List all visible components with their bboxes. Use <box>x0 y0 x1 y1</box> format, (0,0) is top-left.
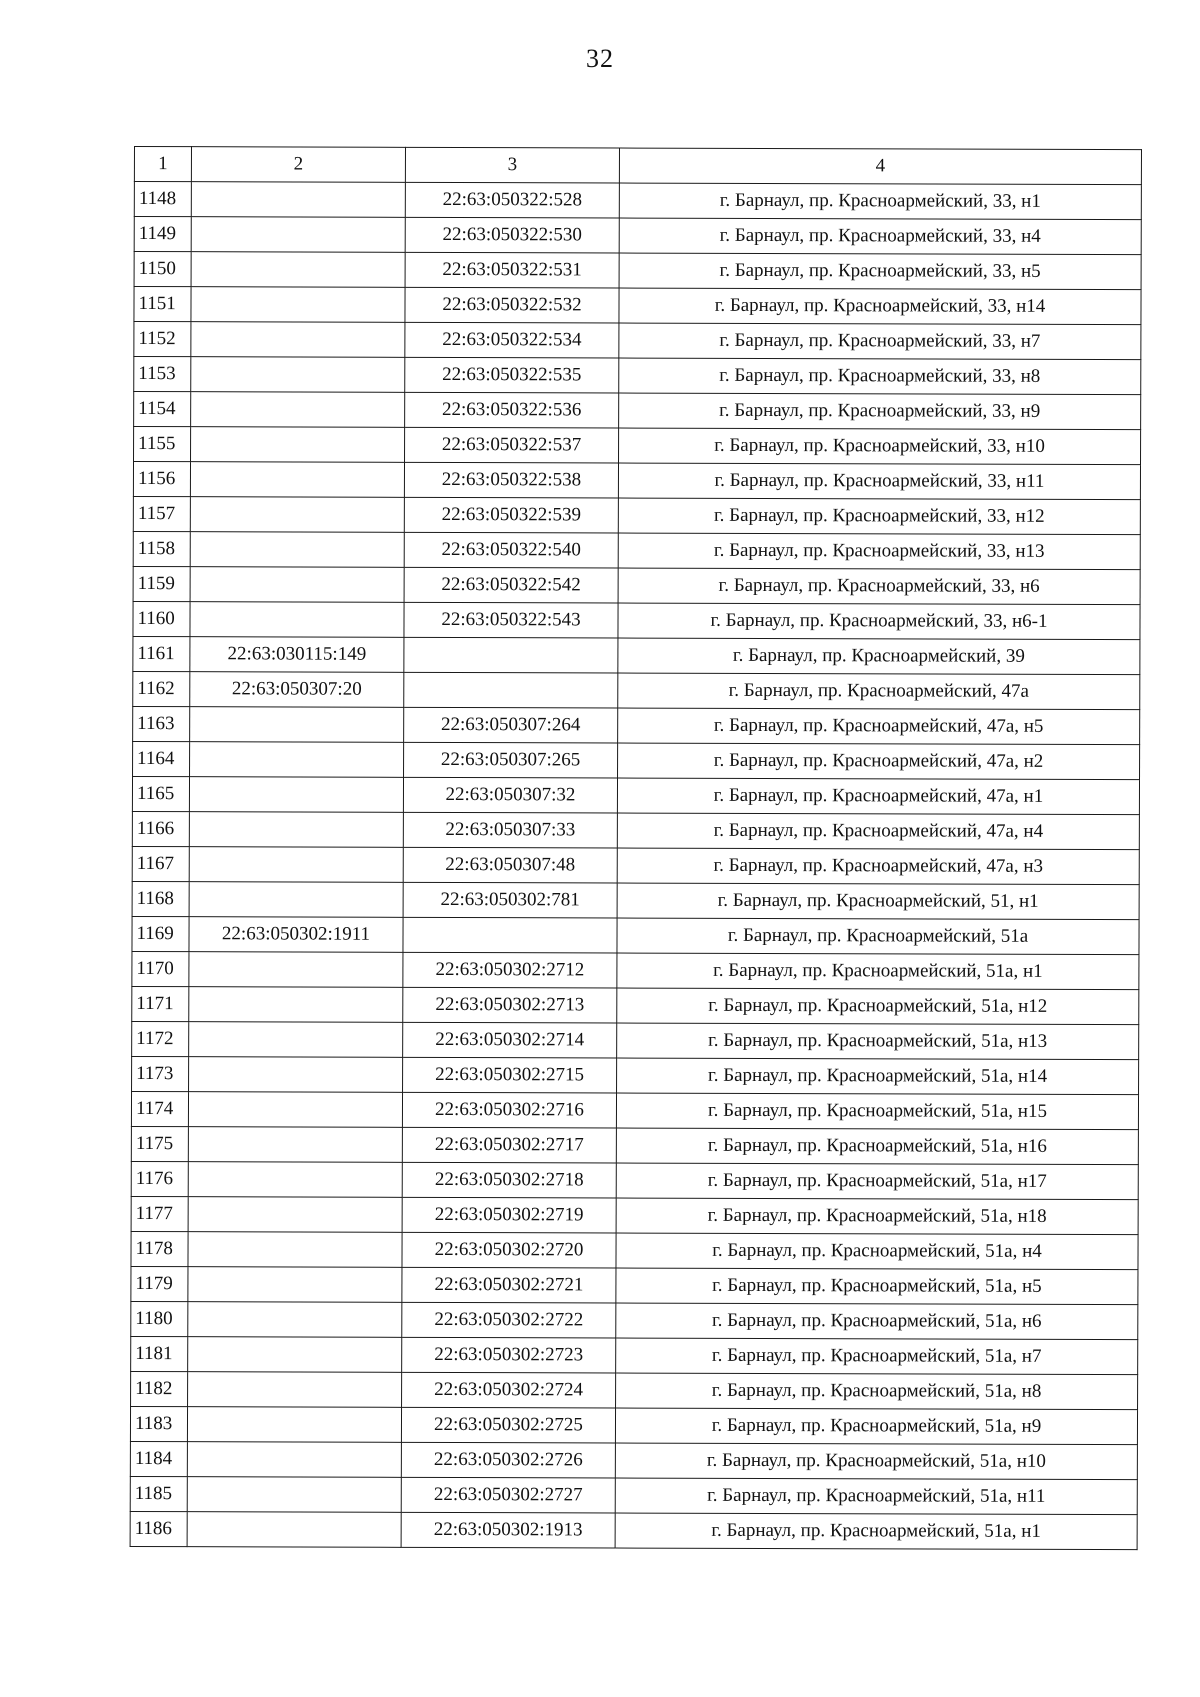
object-cadastral-number-cell: 22:63:050302:2717 <box>402 1127 616 1163</box>
row-number-cell: 1180 <box>131 1301 188 1336</box>
object-cadastral-number-cell <box>403 917 617 953</box>
row-number-cell: 1167 <box>132 846 189 881</box>
row-number-cell: 1186 <box>130 1511 187 1546</box>
object-cadastral-number-cell: 22:63:050302:2719 <box>402 1197 616 1233</box>
address-cell: г. Барнаул, пр. Красноармейский, 51, н1 <box>617 883 1139 920</box>
address-cell: г. Барнаул, пр. Красноармейский, 51а, н6 <box>616 1303 1138 1340</box>
row-number-cell: 1181 <box>131 1336 188 1371</box>
parcel-cadastral-number-cell <box>188 1337 402 1373</box>
table-row <box>131 1301 1138 1339</box>
table-row <box>132 1021 1139 1059</box>
object-cadastral-number-cell: 22:63:050302:781 <box>403 882 617 918</box>
parcel-cadastral-number-cell <box>190 742 404 778</box>
row-number-cell: 1178 <box>131 1231 188 1266</box>
parcel-cadastral-number-cell <box>189 847 403 883</box>
table-row <box>134 182 1141 220</box>
row-number-cell: 1164 <box>133 741 190 776</box>
parcel-cadastral-number-cell <box>191 252 405 288</box>
address-cell: г. Барнаул, пр. Красноармейский, 33, н4 <box>619 218 1141 255</box>
row-number-cell: 1184 <box>130 1441 187 1476</box>
object-cadastral-number-cell <box>404 637 618 673</box>
parcel-cadastral-number-cell <box>187 1477 401 1513</box>
parcel-cadastral-number-cell <box>189 777 403 813</box>
registry-table <box>130 146 1142 1550</box>
column-header-4: 4 <box>619 148 1141 185</box>
table-row <box>132 986 1139 1024</box>
object-cadastral-number-cell: 22:63:050322:532 <box>405 287 619 323</box>
object-cadastral-number-cell: 22:63:050302:2718 <box>402 1162 616 1198</box>
address-cell: г. Барнаул, пр. Красноармейский, 33, н6-1 <box>618 603 1140 640</box>
parcel-cadastral-number-cell <box>190 602 404 638</box>
parcel-cadastral-number-cell <box>188 1197 402 1233</box>
parcel-cadastral-number-cell <box>189 952 403 988</box>
address-cell: г. Барнаул, пр. Красноармейский, 33, н6 <box>618 568 1140 605</box>
row-number-cell: 1171 <box>132 986 189 1021</box>
parcel-cadastral-number-cell <box>188 1372 402 1408</box>
address-cell: г. Барнаул, пр. Красноармейский, 47а, н3 <box>617 848 1139 885</box>
row-number-cell: 1174 <box>131 1091 188 1126</box>
parcel-cadastral-number-cell <box>191 217 405 253</box>
row-number-cell: 1183 <box>130 1406 187 1441</box>
row-number-cell: 1149 <box>134 217 191 252</box>
parcel-cadastral-number-cell <box>190 567 404 603</box>
table-row <box>131 1196 1138 1234</box>
table-row <box>133 531 1140 569</box>
table-row <box>132 1056 1139 1094</box>
object-cadastral-number-cell: 22:63:050322:539 <box>404 497 618 533</box>
object-cadastral-number-cell: 22:63:050302:2724 <box>402 1372 616 1408</box>
address-cell: г. Барнаул, пр. Красноармейский, 33, н1 <box>619 183 1141 220</box>
row-number-cell: 1158 <box>133 531 190 566</box>
address-cell: г. Барнаул, пр. Красноармейский, 33, н9 <box>619 393 1141 430</box>
object-cadastral-number-cell: 22:63:050302:2721 <box>402 1267 616 1303</box>
address-cell: г. Барнаул, пр. Красноармейский, 51а, н14 <box>617 1058 1139 1095</box>
parcel-cadastral-number-cell <box>188 1162 402 1198</box>
address-cell: г. Барнаул, пр. Красноармейский, 47а, н5 <box>618 708 1140 745</box>
address-cell: г. Барнаул, пр. Красноармейский, 51а, н8 <box>616 1373 1138 1410</box>
table-row <box>130 1406 1137 1444</box>
address-cell: г. Барнаул, пр. Красноармейский, 47а, н1 <box>617 778 1139 815</box>
address-cell: г. Барнаул, пр. Красноармейский, 47а, н4 <box>617 813 1139 850</box>
address-cell: г. Барнаул, пр. Красноармейский, 51а, н1 <box>615 1513 1137 1550</box>
address-cell: г. Барнаул, пр. Красноармейский, 51а, н15 <box>616 1093 1138 1130</box>
address-cell: г. Барнаул, пр. Красноармейский, 33, н8 <box>619 358 1141 395</box>
address-cell: г. Барнаул, пр. Красноармейский, 33, н5 <box>619 253 1141 290</box>
object-cadastral-number-cell: 22:63:050322:534 <box>405 322 619 358</box>
parcel-cadastral-number-cell <box>191 182 405 218</box>
object-cadastral-number-cell: 22:63:050322:535 <box>405 357 619 393</box>
parcel-cadastral-number-cell: 22:63:050302:1911 <box>189 917 403 953</box>
object-cadastral-number-cell: 22:63:050302:2727 <box>401 1477 615 1513</box>
address-cell: г. Барнаул, пр. Красноармейский, 33, н12 <box>618 498 1140 535</box>
object-cadastral-number-cell: 22:63:050302:2723 <box>402 1337 616 1373</box>
table-row <box>130 1511 1137 1549</box>
object-cadastral-number-cell: 22:63:050322:531 <box>405 252 619 288</box>
object-cadastral-number-cell: 22:63:050302:2715 <box>403 1057 617 1093</box>
table-row <box>131 1161 1138 1199</box>
object-cadastral-number-cell: 22:63:050322:528 <box>405 182 619 218</box>
column-header-3: 3 <box>405 147 619 183</box>
address-cell: г. Барнаул, пр. Красноармейский, 51а, н17 <box>616 1163 1138 1200</box>
object-cadastral-number-cell: 22:63:050302:2712 <box>403 952 617 988</box>
parcel-cadastral-number-cell: 22:63:030115:149 <box>190 637 404 673</box>
row-number-cell: 1172 <box>132 1021 189 1056</box>
row-number-cell: 1157 <box>133 496 190 531</box>
row-number-cell: 1150 <box>134 252 191 287</box>
object-cadastral-number-cell: 22:63:050302:1913 <box>401 1512 615 1548</box>
parcel-cadastral-number-cell <box>189 987 403 1023</box>
parcel-cadastral-number-cell <box>189 882 403 918</box>
address-cell: г. Барнаул, пр. Красноармейский, 51а, н5 <box>616 1268 1138 1305</box>
object-cadastral-number-cell: 22:63:050322:538 <box>404 462 618 498</box>
address-cell: г. Барнаул, пр. Красноармейский, 33, н14 <box>619 288 1141 325</box>
table-row <box>134 427 1141 465</box>
table-row <box>131 1231 1138 1269</box>
row-number-cell: 1185 <box>130 1476 187 1511</box>
parcel-cadastral-number-cell <box>187 1512 401 1548</box>
address-cell: г. Барнаул, пр. Красноармейский, 51а, н7 <box>616 1338 1138 1375</box>
row-number-cell: 1152 <box>134 322 191 357</box>
address-cell: г. Барнаул, пр. Красноармейский, 51а, н9 <box>615 1408 1137 1445</box>
address-cell: г. Барнаул, пр. Красноармейский, 51а, н4 <box>616 1233 1138 1270</box>
parcel-cadastral-number-cell <box>188 1232 402 1268</box>
row-number-cell: 1156 <box>133 462 190 497</box>
row-number-cell: 1155 <box>134 427 191 462</box>
row-number-cell: 1161 <box>133 636 190 671</box>
parcel-cadastral-number-cell <box>191 287 405 323</box>
table-header-row <box>134 147 1141 185</box>
row-number-cell: 1165 <box>132 776 189 811</box>
row-number-cell: 1159 <box>133 566 190 601</box>
table-row <box>132 776 1139 814</box>
address-cell: г. Барнаул, пр. Красноармейский, 51а, н12 <box>617 988 1139 1025</box>
parcel-cadastral-number-cell <box>187 1442 401 1478</box>
table-row <box>132 951 1139 989</box>
object-cadastral-number-cell: 22:63:050302:2725 <box>401 1407 615 1443</box>
object-cadastral-number-cell: 22:63:050322:530 <box>405 217 619 253</box>
table-row <box>133 741 1140 779</box>
table-row <box>131 1126 1138 1164</box>
address-cell: г. Барнаул, пр. Красноармейский, 33, н10 <box>619 428 1141 465</box>
parcel-cadastral-number-cell <box>188 1302 402 1338</box>
row-number-cell: 1163 <box>133 706 190 741</box>
row-number-cell: 1148 <box>134 182 191 217</box>
row-number-cell: 1162 <box>133 671 190 706</box>
row-number-cell: 1177 <box>131 1196 188 1231</box>
parcel-cadastral-number-cell <box>191 427 405 463</box>
table-row <box>131 1336 1138 1374</box>
parcel-cadastral-number-cell <box>190 462 404 498</box>
table-row <box>132 916 1139 954</box>
parcel-cadastral-number-cell <box>191 357 405 393</box>
table-row <box>131 1091 1138 1129</box>
table-row <box>134 217 1141 255</box>
table-row <box>132 881 1139 919</box>
parcel-cadastral-number-cell: 22:63:050307:20 <box>190 672 404 708</box>
row-number-cell: 1168 <box>132 881 189 916</box>
address-cell: г. Барнаул, пр. Красноармейский, 51а, н11 <box>615 1478 1137 1515</box>
row-number-cell: 1151 <box>134 287 191 322</box>
address-cell: г. Барнаул, пр. Красноармейский, 47а, н2 <box>618 743 1140 780</box>
address-cell: г. Барнаул, пр. Красноармейский, 51а, н16 <box>616 1128 1138 1165</box>
table-row <box>132 846 1139 884</box>
parcel-cadastral-number-cell <box>191 392 405 428</box>
parcel-cadastral-number-cell <box>190 532 404 568</box>
table-row <box>133 566 1140 604</box>
row-number-cell: 1175 <box>131 1126 188 1161</box>
page-number: 32 <box>586 44 614 73</box>
object-cadastral-number-cell: 22:63:050302:2716 <box>402 1092 616 1128</box>
object-cadastral-number-cell: 22:63:050302:2720 <box>402 1232 616 1268</box>
row-number-cell: 1182 <box>131 1371 188 1406</box>
address-cell: г. Барнаул, пр. Красноармейский, 39 <box>618 638 1140 675</box>
parcel-cadastral-number-cell <box>190 497 404 533</box>
address-cell: г. Барнаул, пр. Красноармейский, 33, н7 <box>619 323 1141 360</box>
table-row <box>133 601 1140 639</box>
table-row <box>133 496 1140 534</box>
address-cell: г. Барнаул, пр. Красноармейский, 33, н13 <box>618 533 1140 570</box>
address-cell: г. Барнаул, пр. Красноармейский, 47а <box>618 673 1140 710</box>
row-number-cell: 1173 <box>132 1056 189 1091</box>
row-number-cell: 1170 <box>132 951 189 986</box>
parcel-cadastral-number-cell <box>190 707 404 743</box>
parcel-cadastral-number-cell <box>189 1057 403 1093</box>
table-row <box>134 287 1141 325</box>
table-row <box>134 357 1141 395</box>
row-number-cell: 1179 <box>131 1266 188 1301</box>
row-number-cell: 1166 <box>132 811 189 846</box>
object-cadastral-number-cell: 22:63:050307:33 <box>403 812 617 848</box>
object-cadastral-number-cell: 22:63:050302:2726 <box>401 1442 615 1478</box>
object-cadastral-number-cell: 22:63:050322:540 <box>404 532 618 568</box>
row-number-cell: 1169 <box>132 916 189 951</box>
table-row <box>133 462 1140 500</box>
object-cadastral-number-cell: 22:63:050302:2713 <box>403 987 617 1023</box>
object-cadastral-number-cell <box>404 672 618 708</box>
object-cadastral-number-cell: 22:63:050302:2722 <box>402 1302 616 1338</box>
parcel-cadastral-number-cell <box>188 1127 402 1163</box>
address-cell: г. Барнаул, пр. Красноармейский, 51а <box>617 918 1139 955</box>
address-cell: г. Барнаул, пр. Красноармейский, 33, н11 <box>618 463 1140 500</box>
address-cell: г. Барнаул, пр. Красноармейский, 51а, н18 <box>616 1198 1138 1235</box>
object-cadastral-number-cell: 22:63:050322:536 <box>405 392 619 428</box>
column-header-1: 1 <box>134 147 191 182</box>
table-row <box>130 1476 1137 1514</box>
parcel-cadastral-number-cell <box>191 322 405 358</box>
address-cell: г. Барнаул, пр. Красноармейский, 51а, н1 <box>617 953 1139 990</box>
object-cadastral-number-cell: 22:63:050322:543 <box>404 602 618 638</box>
table-row <box>131 1371 1138 1409</box>
object-cadastral-number-cell: 22:63:050307:48 <box>403 847 617 883</box>
object-cadastral-number-cell: 22:63:050307:32 <box>403 777 617 813</box>
table-row <box>134 252 1141 290</box>
column-header-2: 2 <box>191 147 405 183</box>
address-cell: г. Барнаул, пр. Красноармейский, 51а, н13 <box>617 1023 1139 1060</box>
object-cadastral-number-cell: 22:63:050302:2714 <box>403 1022 617 1058</box>
parcel-cadastral-number-cell <box>188 1267 402 1303</box>
parcel-cadastral-number-cell <box>189 812 403 848</box>
row-number-cell: 1160 <box>133 601 190 636</box>
table-row <box>133 671 1140 709</box>
row-number-cell: 1154 <box>134 392 191 427</box>
table-row <box>130 1441 1137 1479</box>
row-number-cell: 1153 <box>134 357 191 392</box>
table-row <box>133 636 1140 674</box>
parcel-cadastral-number-cell <box>187 1407 401 1443</box>
registry-table-body <box>130 147 1141 1550</box>
object-cadastral-number-cell: 22:63:050307:264 <box>404 707 618 743</box>
table-row <box>131 1266 1138 1304</box>
table-row <box>132 811 1139 849</box>
table-row <box>134 322 1141 360</box>
table-row <box>134 392 1141 430</box>
row-number-cell: 1176 <box>131 1161 188 1196</box>
address-cell: г. Барнаул, пр. Красноармейский, 51а, н10 <box>615 1443 1137 1480</box>
object-cadastral-number-cell: 22:63:050322:537 <box>405 427 619 463</box>
parcel-cadastral-number-cell <box>188 1092 402 1128</box>
parcel-cadastral-number-cell <box>189 1022 403 1058</box>
object-cadastral-number-cell: 22:63:050307:265 <box>404 742 618 778</box>
table-row <box>133 706 1140 744</box>
object-cadastral-number-cell: 22:63:050322:542 <box>404 567 618 603</box>
